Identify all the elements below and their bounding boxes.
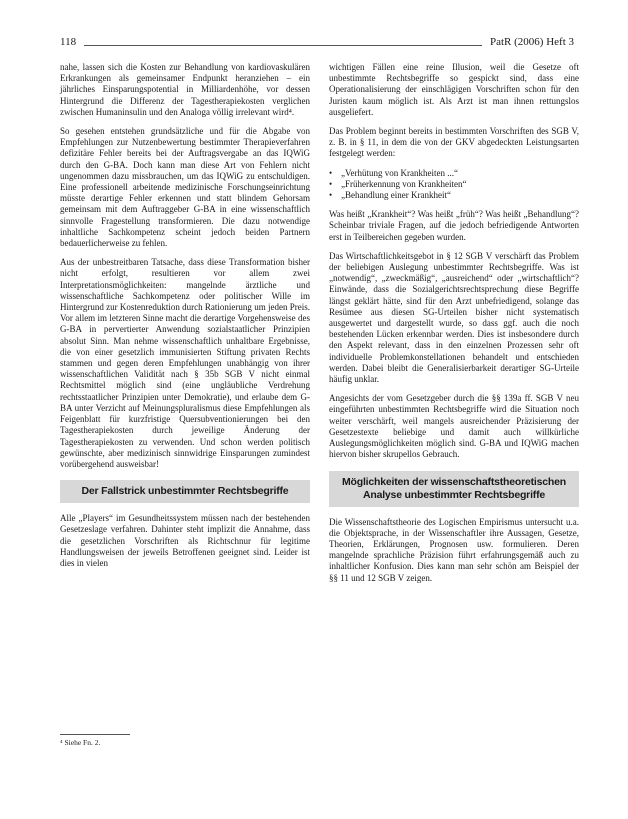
bullet-list bbox=[329, 168, 579, 202]
list-item: • „Früherkennung von Krankheiten“ bbox=[329, 179, 579, 190]
paragraph: Aus der unbestreitbaren Tatsache, dass diese Transformation bisher nicht erfolgt, resultieren vor allem zwei Interpretationsmöglichkeiten: mangelnde ärztliche und wissenschaftliche Sachkompetenz oder politischer Wille im Hintergrund zur Kostenreduktion durch Rationierung um jeden Preis. Vor allem im letzteren Sinne macht die derartige Vorgehensweise des G-BA in pervertierter Anwendung sozialstaatlicher Prinzipien absolut Sinn. Man nehme wissenschaftlich unhaltbare Ergebnisse, die von einer gesetzlich immunisierten Stiftung privaten Rechts stammen und gegen deren Empfehlungen unabhängig von ihrer wissenschaftlichen Validität nach § 35b SGB V nicht einmal Rechtsmittel möglich sind (eine ungläubliche Verdrehung rechtsstaatlicher Prinzipien unter Demokratie), und erlaube dem G-BA unter Verzicht auf Meinungspluralismus diese Empfehlungen als Feigenblatt für kurzfristige Quersubventionierungen bei den Tagestherapiekosten durch jeweilige Änderung der Tagestherapiekosten zu verwenden. Und schon werden politisch gewünschte, aber medizinisch sinnwidrige Einsparungen zumindest vorübergehend ausweisbar! bbox=[60, 257, 310, 469]
paragraph: Das Wirtschaftlichkeitsgebot in § 12 SGB V verschärft das Problem der beliebigen Auslegung unbestimmter Rechtsbegriffe. Was ist „notwendig“, „zweckmäßig“, „ausreichend“ oder „wirtschaftlich“? Einwände, dass die Sozialgerichtsrechtsprechung diese Begriffe längst geklärt hätte, sind für den Arzt unbefriedigend, solange das Resümee aus diesen SG-Urteilen bisher nicht systematisch ausgewertet und dargestellt wurde, so dass ggf. auch die noch bestehenden Lücken erkennbar werden. Dies ist insbesondere durch den Aspekt relevant, dass in den einzelnen Prozessen sehr oft individuelle Problemkonstellationen behandelt und entschieden werden. Dabei bleibt die Generalisierbarkeit derartiger SG-Urteile häufig unklar. bbox=[329, 250, 579, 385]
paragraph: Was heißt „Krankheit“? Was heißt „früh“? Was heißt „Behandlung“? Scheinbar triviale Fragen, auf die jedoch befriedigende Antworten erst in Teilbereichen gegeben wurden. bbox=[329, 209, 579, 242]
page-number: 118 bbox=[60, 36, 77, 48]
paragraph: Angesichts der vom Gesetzgeber durch die §§ 139a ff. SGB V neu eingeführten unbestimmten Rechtsbegriffe wird die Situation noch weiter verschärft, weil mangels ausreichender Präzisierung der Gesetzestexte beliebige und damit auch willkürliche Auslegungsmöglichkeiten möglich sind. G-BA und IQWiG machen hiervon bisher skrupellos Gebrauch. bbox=[329, 393, 579, 460]
paragraph: Die Wissenschaftstheorie des Logischen Empirismus untersucht u.a. die Objektsprache, in der Wissenschaftler ihre Aussagen, Gesetze, Theorien, Erklärungen, Prognosen usw. formulieren. Deren mangelnde sprachliche Präzision führt erfahrungsgemäß auch zu inhaltlicher Konfusion. Dies kann man sehr schön am Beispiel der §§ 11 und 12 SGB V zeigen. bbox=[329, 516, 579, 583]
paragraph: So gesehen entstehen grundsätzliche und für die Abgabe von Empfehlungen zur Nutzenbewertung bestimmter Therapieverfahren defizitäre Fehler bereits bei der Auftragsvergabe an das IQWiG durch den G-BA. Doch kann man diese Art von Fehlern nicht ungenommen dazu missbrauchen, um das IQWiG zu entschuldigen. Eine professionell arbeitende medizinische Forschungseinrichtung müsste derartige Fehler erkennen und statt blindem Gehorsam gemeinsam mit dem Auftraggeber G-BA in eine wissenschaftlich sinnvolle Fragestellung transformieren. Die dazu notwendige inhaltliche Sachkompetenz scheint jedoch beiden Partnern bedauerlicherweise zu fehlen. bbox=[60, 126, 310, 249]
footnote-area bbox=[60, 734, 310, 747]
left-column bbox=[60, 62, 310, 577]
footnote-rule bbox=[60, 734, 130, 735]
page-header bbox=[60, 36, 574, 52]
header-rule bbox=[84, 45, 482, 46]
paragraph: wichtigen Fällen eine reine Illusion, weil die Gesetze oft unbestimmte Rechtsbegriffe so gespickt sind, dass eine Operationalisierung der einschlägigen Vorschriften schon für den Juristen kaum möglich ist. Als Arzt ist man ihnen rettungslos ausgeliefert. bbox=[329, 62, 579, 117]
paragraph: Das Problem beginnt bereits in bestimmten Vorschriften des SGB V, z. B. in § 11, in dem die von der GKV abgedeckten Leistungsarten festgelegt werden: bbox=[329, 126, 579, 159]
list-item: • „Verhütung von Krankheiten ...“ bbox=[329, 168, 579, 179]
section-heading: Der Fallstrick unbestimmter Rechtsbegriffe bbox=[60, 480, 310, 503]
list-item: • „Behandlung einer Krankheit“ bbox=[329, 190, 579, 201]
paragraph: Alle „Players“ im Gesundheitssystem müssen nach der bestehenden Gesetzeslage verfahren. Dahinter steht implizit die Annahme, dass die gesetzlichen Vorschriften als Richtschnur für legitime Handlungsweisen der jeweils Betroffenen geeignet sind. Leider ist dies in vielen bbox=[60, 513, 310, 568]
right-column bbox=[329, 62, 579, 592]
paragraph: nahe, lassen sich die Kosten zur Behandlung von kardiovaskulären Erkrankungen als gemeinsamer Endpunkt heranziehen – ein jährliches Einsparungspotential in Milliardenhöhe, vor dessen Hintergrund die Differenz der Tagestherapiekosten verglichen zwischen Humaninsulin und den Analoga völlig irrelevant wird⁴. bbox=[60, 62, 310, 117]
journal-reference: PatR (2006) Heft 3 bbox=[489, 36, 574, 48]
section-heading: Möglichkeiten der wissenschaftstheoretischen Analyse unbestimmter Rechtsbegriffe bbox=[329, 471, 579, 507]
footnote: ⁴ Siehe Fn. 2. bbox=[60, 738, 101, 747]
